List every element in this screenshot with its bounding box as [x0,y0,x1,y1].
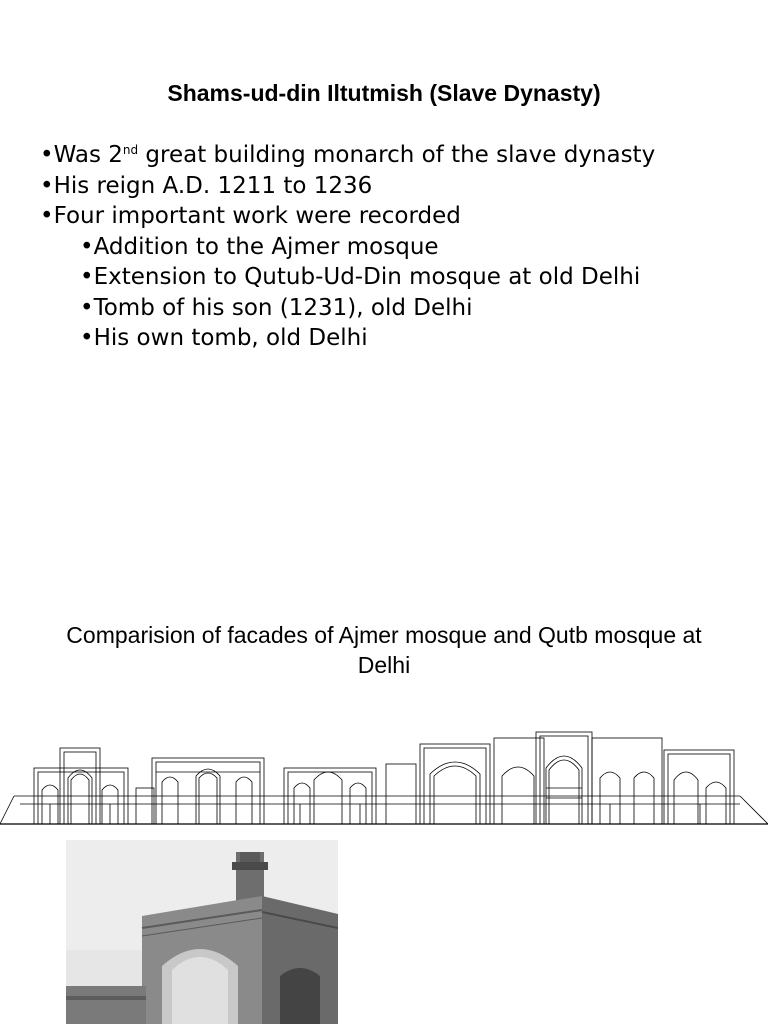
bullet-list [40,140,655,354]
mosque-facade-drawing [0,728,768,830]
sub-bullet-marker: • [80,233,94,260]
sub-bullet-item [40,262,655,293]
bullet-marker: • [40,172,54,199]
sub-bullet-text: Addition to the Ajmer mosque [93,233,439,260]
bullet-text: His reign A.D. 1211 to 1236 [53,172,373,199]
bullet-text: Was 2 [53,142,123,168]
sub-bullet-text: His own tomb, old Delhi [93,325,368,351]
sub-bullet-item [40,232,655,263]
bullet-marker: • [40,203,54,229]
sub-bullet-marker: • [80,325,94,351]
figure-caption: Comparision of facades of Ajmer mosque and Qutb mosque at Delhi [66,622,702,678]
ordinal-superscript: nd [122,143,139,157]
bullet-item [40,140,655,171]
sub-bullet-item [40,323,655,354]
mosque-ruin-photo [50,836,338,1024]
sub-bullet-marker: • [80,264,94,290]
bullet-item [40,171,655,202]
bullet-text: great building monarch of the slave dynasty [138,142,656,168]
slide-title: Shams-ud-din Iltutmish (Slave Dynasty) [167,80,601,106]
bullet-text: Four important work were recorded [53,203,461,229]
bullet-item [40,201,655,232]
sub-bullet-text: Tomb of his son (1231), old Delhi [93,294,473,321]
sub-bullet-item [40,293,655,324]
sub-bullet-text: Extension to Qutub-Ud-Din mosque at old Delhi [93,264,641,290]
sub-bullet-marker: • [80,294,94,321]
bullet-marker: • [40,142,54,168]
